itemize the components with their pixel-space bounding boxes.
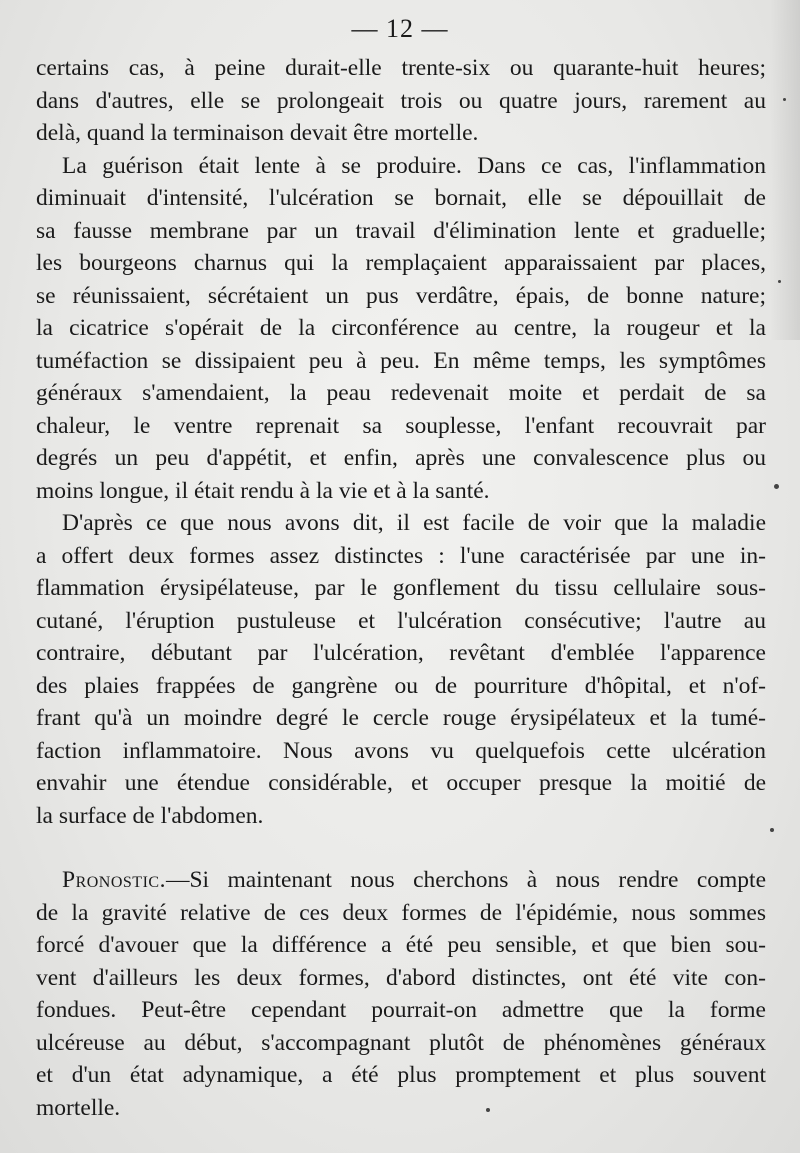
- text-line: cutané, l'éruption pustuleuse et l'ulcération consécutive; l'autre au: [36, 607, 766, 634]
- text-line: mortelle.: [36, 1094, 121, 1121]
- paragraph: [36, 150, 766, 508]
- text-line: se réunissaient, sécrétaient un pus verdâtre, épais, de bonne nature;: [36, 282, 766, 309]
- text-line: généraux s'amendaient, la peau redevenait moite et perdait de sa: [36, 380, 766, 406]
- text-line: tuméfaction se dissipaient peu à peu. En même temps, les symptômes: [36, 347, 766, 374]
- text-line: faction inflammatoire. Nous avons vu quelquefois cette ulcération: [36, 737, 766, 764]
- text-line: forcé d'avouer que la différence a été peu sensible, et que bien sou-: [36, 932, 766, 958]
- text-line: de la gravité relative de ces deux formes de l'épidémie, nous sommes: [36, 899, 766, 926]
- ink-speck: [774, 484, 779, 489]
- text-line: et d'un état adynamique, a été plus promptement et plus souvent: [36, 1062, 766, 1088]
- ink-speck: [783, 98, 786, 101]
- ink-speck: [486, 1108, 490, 1112]
- text-line: dans d'autres, elle se prolongeait trois ou quatre jours, rarement au: [36, 87, 766, 114]
- text-line: sa fausse membrane par un travail d'élimination lente et graduelle;: [36, 217, 766, 244]
- text-line: vent d'ailleurs les deux formes, d'abord distinctes, ont été vite con-: [36, 964, 766, 991]
- text-line: contraire, débutant par l'ulcération, revêtant d'emblée l'apparence: [36, 640, 766, 666]
- text-line: delà, quand la terminaison devait être mortelle.: [36, 120, 479, 146]
- text-line: envahir une étendue considérable, et occuper presque la moitié de: [36, 770, 766, 796]
- text-line: fondues. Peut-être cependant pourrait-on admettre que la forme: [36, 997, 766, 1023]
- text-line: chaleur, le ventre reprenait sa souplesse, l'enfant recouvrait par: [36, 412, 766, 439]
- text-line: frant qu'à un moindre degré le cercle rouge érysipélateux et la tumé-: [36, 705, 766, 731]
- heading-continuation: —Si maintenant nous cherchons à nous rendre compte: [165, 867, 766, 893]
- text-line: a offert deux formes assez distinctes : l'une caractérisée par une in-: [36, 542, 766, 569]
- pronostic-section: [36, 864, 766, 1124]
- text-line: moins longue, il était rendu à la vie et à la santé.: [36, 477, 490, 504]
- text-line: la cicatrice s'opérait de la circonférence au centre, la rougeur et la: [36, 315, 766, 341]
- page-edge-shadow: [770, 0, 800, 340]
- page-number: — 12 —: [351, 14, 449, 43]
- text-line: degrés un peu d'appétit, et enfin, après une convalescence plus ou: [36, 445, 766, 471]
- section-spacer: [36, 832, 766, 864]
- text-line: la surface de l'abdomen.: [36, 802, 264, 829]
- ink-speck: [770, 828, 774, 832]
- ink-speck: [778, 280, 781, 283]
- text-line: ulcéreuse au début, s'accompagnant plutôt de phénomènes généraux: [36, 1029, 766, 1056]
- paragraph: [36, 52, 766, 150]
- text-line: des plaies frappées de gangrène ou de pourriture d'hôpital, et n'of-: [36, 672, 766, 699]
- text-line: flammation érysipélateuse, par le gonflement du tissu cellulaire sous-: [36, 575, 766, 601]
- paragraph: [36, 507, 766, 832]
- text-line: D'après ce que nous avons dit, il est facile de voir que la maladie: [62, 510, 766, 536]
- text-line: les bourgeons charnus qui la remplaçaient apparaissaient par places,: [36, 250, 766, 276]
- text-line: [36, 864, 766, 897]
- text-line: diminuait d'intensité, l'ulcération se bornait, elle se dépouillait de: [36, 185, 766, 211]
- body-text: [36, 52, 766, 1124]
- section-heading: Pronostic.: [62, 867, 166, 893]
- text-line: La guérison était lente à se produire. Dans ce cas, l'inflammation: [62, 152, 766, 179]
- text-line: certains cas, à peine durait-elle trente-six ou quarante-huit heures;: [36, 55, 766, 81]
